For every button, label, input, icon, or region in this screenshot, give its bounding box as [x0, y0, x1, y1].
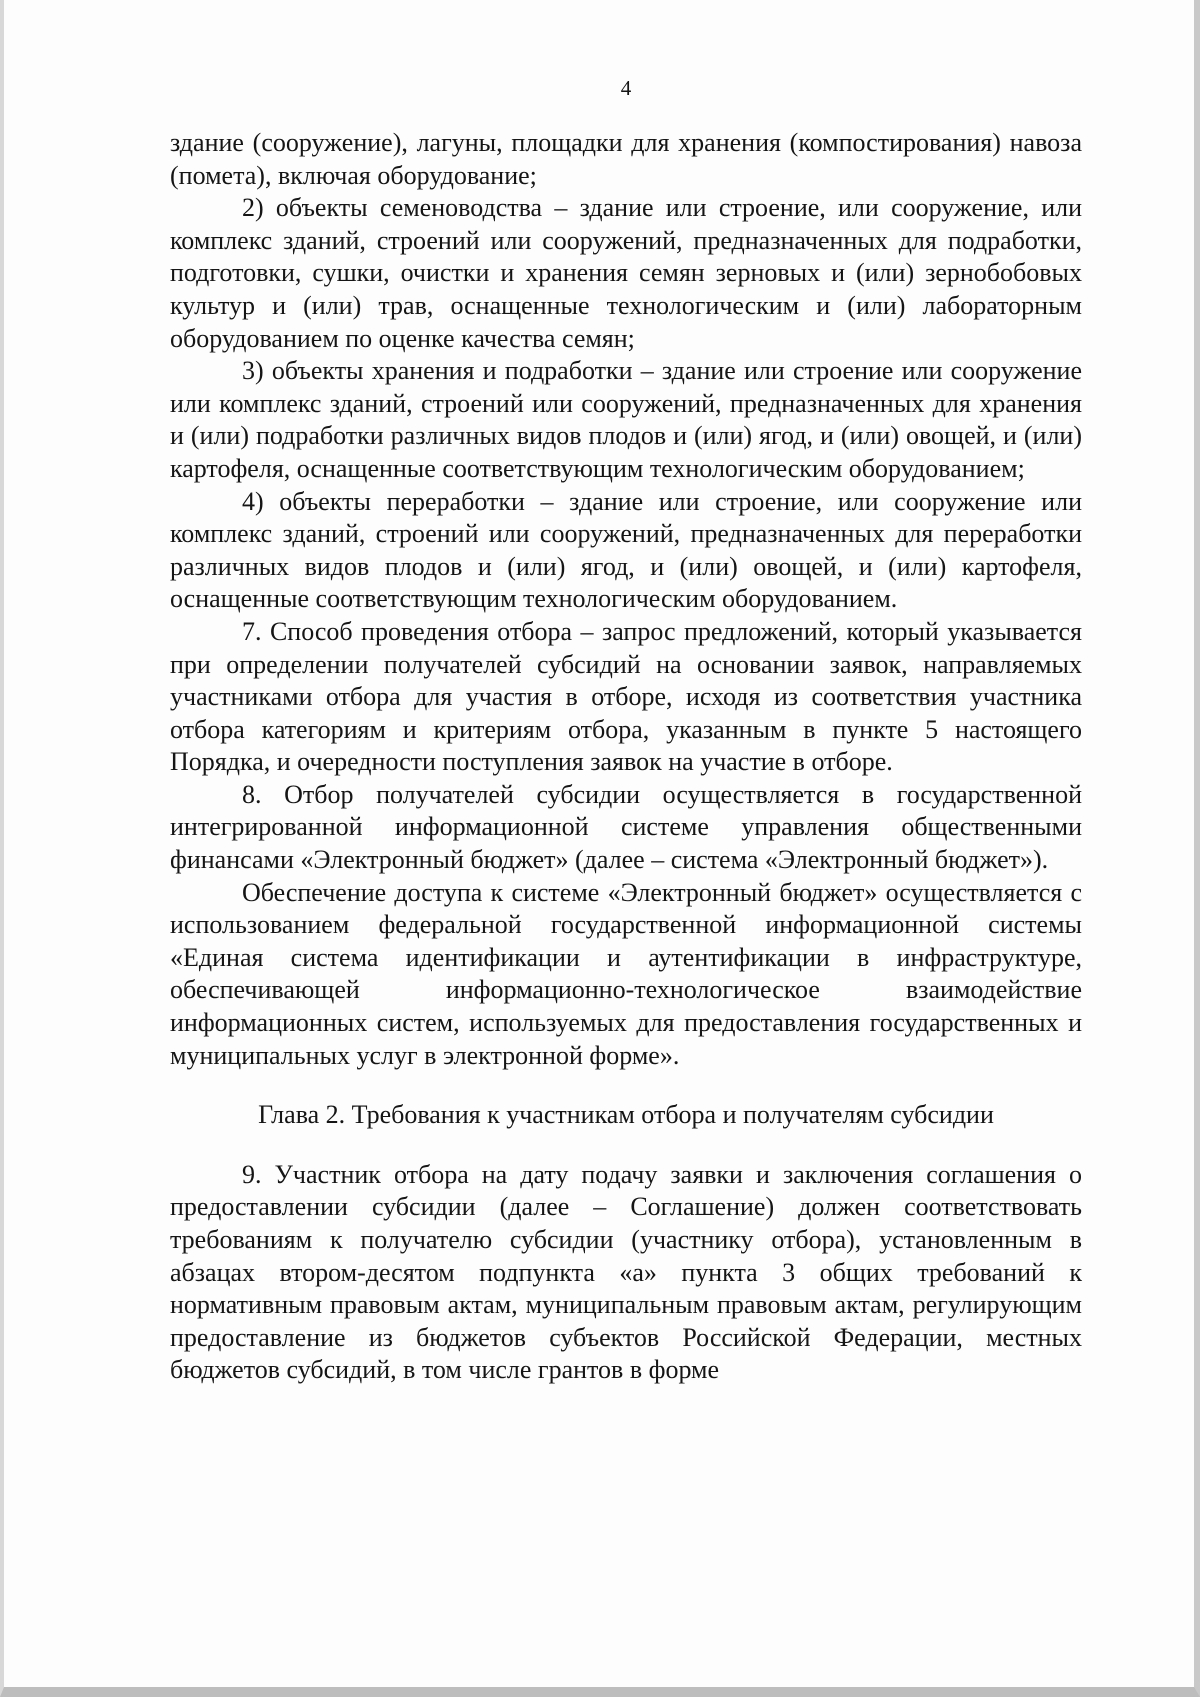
paragraph-clause-8: 8. Отбор получателей субсидии осуществляется в государственной интегрированной информационной системе управления общественными финансами «Электронный бюджет» (далее – система «Электронный бюджет»).	[170, 779, 1082, 875]
paragraph-continuation: здание (сооружение), лагуны, площадки для хранения (компостирования) навоза (помета), включая оборудование;	[170, 128, 1082, 190]
paragraph-item-4: 4) объекты переработки – здание или строение, или сооружение или комплекс зданий, строений или сооружений, предназначенных для переработки различных видов плодов и (или) ягод, и (или) овощей, и (или) картофеля, оснащенные соответствующим технологическим оборудованием.	[170, 486, 1082, 614]
paragraph-clause-7: 7. Способ проведения отбора – запрос предложений, который указывается при определении получателей субсидий на основании заявок, направляемых участниками отбора для участия в отборе, исходя из соответствия участника отбора категориям и критериям отбора, указанным в пункте 5 настоящего Порядка, и очередности поступления заявок на участие в отборе.	[170, 616, 1082, 777]
paragraph-item-3: 3) объекты хранения и подработки – здание или строение или сооружение или комплекс зданий, строений или сооружений, предназначенных для хранения и (или) подработки различных видов плодов и (или) ягод, и (или) овощей, и (или) картофеля, оснащенные соответствующим технологическим оборудованием;	[170, 356, 1082, 483]
paragraph-access: Обеспечение доступа к системе «Электронный бюджет» осуществляется с использованием федеральной государственной информационной системы «Единая система идентификации и аутентификации в инфраструктуре, обеспечивающей информационно-технологическое взаимодействие информационных систем, используемых для предоставления государственных и муниципальных услуг в электронной форме».	[170, 877, 1082, 1070]
page-number: 4	[620, 76, 632, 100]
document-body	[170, 127, 1082, 1387]
paragraph-item-2: 2) объекты семеноводства – здание или строение, или сооружение, или комплекс зданий, строений или сооружений, предназначенных для подработки, подготовки, сушки, очистки и хранения семян зерновых и (или) зернобобовых культур и (или) трав, оснащенные технологическим и (или) лабораторным оборудованием по оценке качества семян;	[170, 193, 1082, 353]
chapter-heading: Глава 2. Требования к участникам отбора и получателям субсидии	[258, 1100, 994, 1130]
paragraph-clause-9: 9. Участник отбора на дату подачу заявки и заключения соглашения о предоставлении субсидии (далее – Соглашение) должен соответствовать требованиям к получателю субсидии (участнику отбора), установленным в абзацах втором-десятом подпункта «а» пункта 3 общих требований к нормативным правовым актам, муниципальным правовым актам, регулирующим предоставление из бюджетов субъектов Российской Федерации, местных бюджетов субсидий, в том числе грантов в форме	[170, 1159, 1082, 1385]
